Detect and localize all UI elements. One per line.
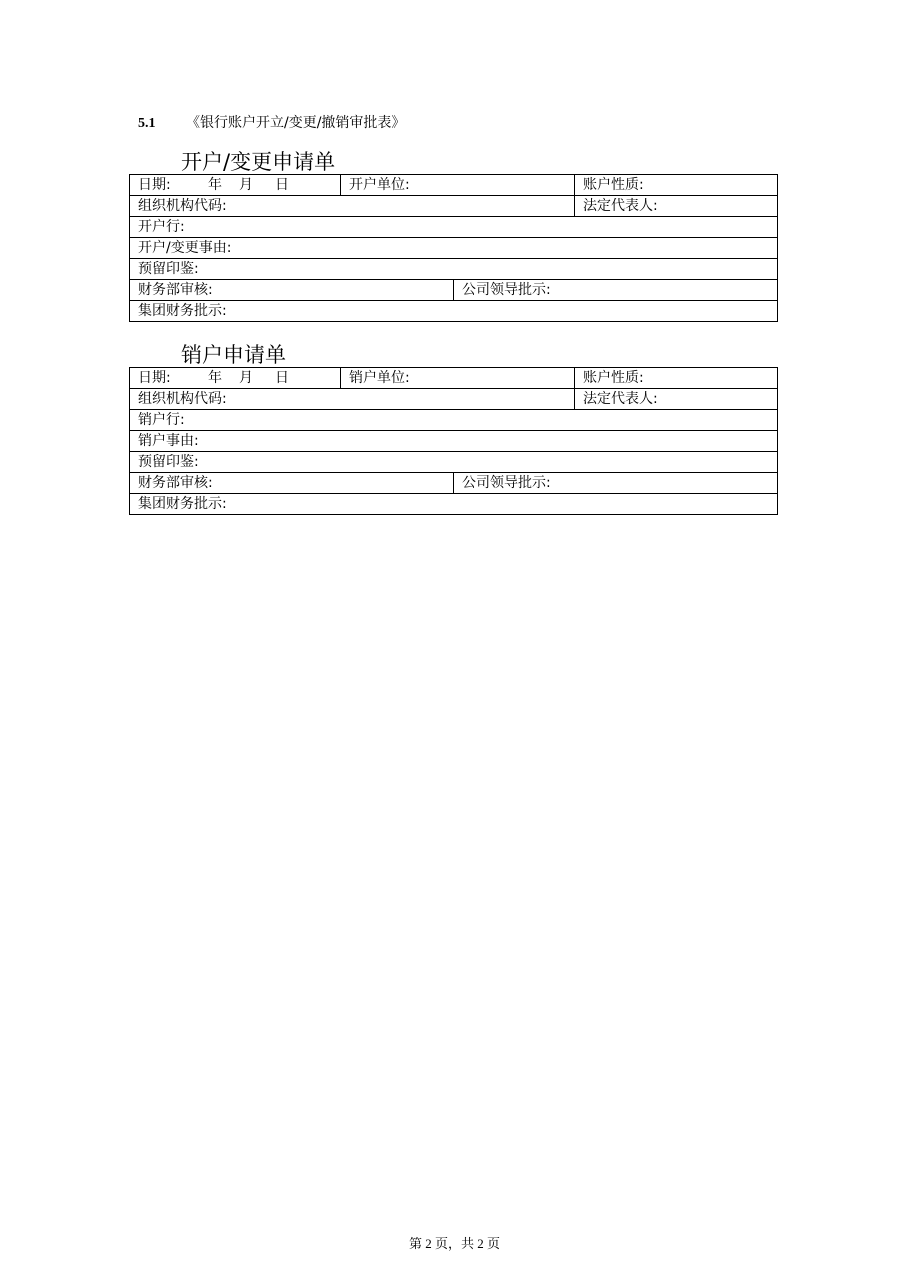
table-row: [130, 175, 778, 196]
group-finance-field[interactable]: [130, 494, 778, 515]
open-reason-field[interactable]: [130, 238, 778, 259]
open-unit-label: 开户单位:: [349, 177, 410, 193]
section-title: 《银行账户开立/变更/撤销审批表》: [186, 115, 406, 131]
account-nature-field[interactable]: [575, 175, 778, 196]
group-finance-field[interactable]: [130, 301, 778, 322]
table-row: [130, 431, 778, 452]
close-unit-field[interactable]: [341, 368, 575, 389]
table-row: [130, 280, 778, 301]
reserved-seal-field[interactable]: [130, 452, 778, 473]
open-bank-field[interactable]: [130, 217, 778, 238]
open-change-form-table: [129, 174, 778, 322]
org-code-field[interactable]: [130, 196, 575, 217]
open-unit-field[interactable]: [341, 175, 575, 196]
date-label: 日期:: [138, 177, 171, 193]
org-code-label: 组织机构代码:: [138, 391, 227, 407]
year-label: 年: [208, 370, 222, 386]
org-code-label: 组织机构代码:: [138, 198, 227, 214]
finance-review-field[interactable]: [130, 473, 454, 494]
legal-rep-label: 法定代表人:: [583, 391, 658, 407]
table-row: [130, 368, 778, 389]
finance-review-label: 财务部审核:: [138, 282, 213, 298]
month-label: 月: [239, 177, 253, 193]
page-footer: 第 2 页，共 2 页: [408, 1236, 500, 1251]
open-bank-label: 开户行:: [138, 219, 185, 235]
group-finance-label: 集团财务批示:: [138, 303, 227, 319]
org-code-field[interactable]: [130, 389, 575, 410]
leader-approval-label: 公司领导批示:: [462, 475, 551, 491]
close-bank-label: 销户行:: [138, 412, 185, 428]
reserved-seal-label: 预留印鉴:: [138, 261, 199, 277]
date-field[interactable]: [130, 175, 341, 196]
day-label: 日: [275, 177, 289, 193]
close-reason-field[interactable]: [130, 431, 778, 452]
close-unit-label: 销户单位:: [349, 370, 410, 386]
group-finance-label: 集团财务批示:: [138, 496, 227, 512]
date-field[interactable]: [130, 368, 341, 389]
table-row: [130, 389, 778, 410]
day-label: 日: [275, 370, 289, 386]
finance-review-label: 财务部审核:: [138, 475, 213, 491]
table-row: [130, 473, 778, 494]
finance-review-field[interactable]: [130, 280, 454, 301]
table-row: [130, 238, 778, 259]
date-label: 日期:: [138, 370, 171, 386]
close-reason-label: 销户事由:: [138, 433, 199, 449]
account-nature-label: 账户性质:: [583, 370, 644, 386]
close-form-table: [129, 367, 778, 515]
reserved-seal-field[interactable]: [130, 259, 778, 280]
section-number: 5.1: [138, 116, 156, 131]
table-row: [130, 259, 778, 280]
reserved-seal-label: 预留印鉴:: [138, 454, 199, 470]
account-nature-field[interactable]: [575, 368, 778, 389]
table-row: [130, 494, 778, 515]
table-row: [130, 410, 778, 431]
legal-rep-field[interactable]: [575, 389, 778, 410]
open-reason-label: 开户/变更事由:: [138, 240, 232, 256]
month-label: 月: [239, 370, 253, 386]
legal-rep-field[interactable]: [575, 196, 778, 217]
close-form-title: 销户申请单: [181, 343, 286, 367]
close-bank-field[interactable]: [130, 410, 778, 431]
table-row: [130, 196, 778, 217]
open-change-form-title: 开户/变更申请单: [181, 150, 336, 174]
account-nature-label: 账户性质:: [583, 177, 644, 193]
table-row: [130, 452, 778, 473]
leader-approval-label: 公司领导批示:: [462, 282, 551, 298]
legal-rep-label: 法定代表人:: [583, 198, 658, 214]
table-row: [130, 217, 778, 238]
leader-approval-field[interactable]: [454, 473, 778, 494]
section-heading: [138, 112, 405, 132]
year-label: 年: [208, 177, 222, 193]
table-row: [130, 301, 778, 322]
leader-approval-field[interactable]: [454, 280, 778, 301]
